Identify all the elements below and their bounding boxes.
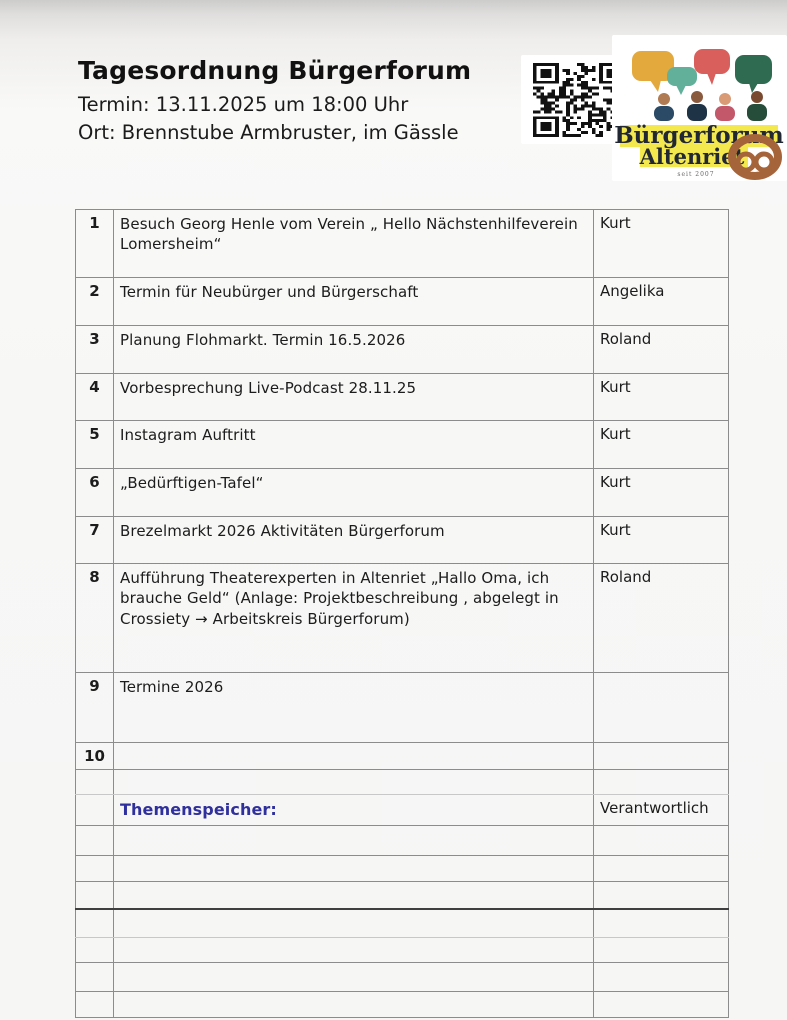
empty-cell — [76, 962, 114, 991]
people-icon — [654, 91, 767, 121]
buergerforum-logo — [612, 35, 787, 181]
item-responsible: Angelika — [594, 278, 729, 326]
table-row — [76, 210, 729, 278]
item-responsible: Kurt — [594, 517, 729, 564]
empty-cell — [114, 825, 594, 855]
empty-cell — [114, 770, 594, 795]
item-number: 8 — [76, 564, 114, 673]
item-topic: Termin für Neubürger und Bürgerschaft — [114, 278, 594, 326]
empty-cell — [114, 909, 594, 937]
empty-cell — [114, 881, 594, 909]
empty-row — [76, 825, 729, 855]
table-row — [76, 374, 729, 421]
item-number: 3 — [76, 326, 114, 374]
empty-cell — [594, 937, 729, 962]
item-number: 5 — [76, 421, 114, 469]
empty-cell — [594, 991, 729, 1017]
table-row — [76, 743, 729, 770]
empty-cell — [594, 855, 729, 881]
responsible-header: Verantwortlich — [594, 795, 729, 826]
empty-cell — [114, 991, 594, 1017]
logo-name-line2: Altenriet — [639, 144, 745, 169]
empty-row — [76, 770, 729, 795]
empty-cell — [594, 909, 729, 937]
item-topic: „Bedürftigen-Tafel“ — [114, 469, 594, 517]
table-row — [76, 421, 729, 469]
item-topic: Brezelmarkt 2026 Aktivitäten Bürgerforum — [114, 517, 594, 564]
item-number: 2 — [76, 278, 114, 326]
table-row — [76, 517, 729, 564]
table-row — [76, 278, 729, 326]
empty-row — [76, 909, 729, 937]
empty-cell — [76, 991, 114, 1017]
empty-cell — [76, 937, 114, 962]
item-responsible: Kurt — [594, 421, 729, 469]
themenspeicher-label: Themenspeicher: — [114, 795, 594, 826]
table-row — [76, 564, 729, 673]
empty-cell — [76, 770, 114, 795]
location-line: Ort: Brennstube Armbruster, im Gässle — [78, 120, 459, 144]
item-responsible: Kurt — [594, 210, 729, 278]
empty-cell — [76, 909, 114, 937]
speech-bubbles-icon — [632, 49, 772, 95]
empty-row — [76, 991, 729, 1017]
empty-cell — [114, 855, 594, 881]
date-line: Termin: 13.11.2025 um 18:00 Uhr — [78, 93, 409, 116]
item-responsible: Kurt — [594, 374, 729, 421]
logo-since: seit 2007 — [677, 171, 715, 178]
page-title: Tagesordnung Bürgerforum — [78, 56, 472, 85]
empty-cell — [594, 825, 729, 855]
item-number: 6 — [76, 469, 114, 517]
table-row — [76, 469, 729, 517]
empty-row — [76, 855, 729, 881]
logo-graphic — [612, 35, 787, 181]
empty-cell — [76, 825, 114, 855]
empty-cell — [114, 962, 594, 991]
item-responsible — [594, 743, 729, 770]
item-topic — [114, 743, 594, 770]
empty-row — [76, 962, 729, 991]
item-number: 10 — [76, 743, 114, 770]
empty-cell — [114, 937, 594, 962]
item-number: 1 — [76, 210, 114, 278]
item-topic: Besuch Georg Henle vom Verein „ Hello Nächstenhilfeverein Lomersheim“ — [114, 210, 594, 278]
item-topic: Instagram Auftritt — [114, 421, 594, 469]
themenspeicher-row — [76, 795, 729, 826]
item-number: 4 — [76, 374, 114, 421]
document-header — [78, 56, 471, 146]
empty-row — [76, 937, 729, 962]
item-topic: Termine 2026 — [114, 673, 594, 743]
item-responsible: Roland — [594, 564, 729, 673]
item-topic: Planung Flohmarkt. Termin 16.5.2026 — [114, 326, 594, 374]
item-number: 7 — [76, 517, 114, 564]
empty-cell — [76, 855, 114, 881]
item-responsible: Kurt — [594, 469, 729, 517]
item-responsible: Roland — [594, 326, 729, 374]
table-row — [76, 326, 729, 374]
empty-cell — [76, 795, 114, 826]
table-row — [76, 673, 729, 743]
empty-cell — [76, 881, 114, 909]
agenda-table — [75, 209, 729, 1018]
logo-name-line1: Bürgerforum — [614, 122, 784, 149]
empty-row — [76, 881, 729, 909]
item-topic: Aufführung Theaterexperten in Altenriet „Hallo Oma, ich brauche Geld“ (Anlage: Projektbeschreibung , abgelegt in Crossiety → Arbeitskreis Bürgerforum) — [114, 564, 594, 673]
item-number: 9 — [76, 673, 114, 743]
item-responsible — [594, 673, 729, 743]
item-topic: Vorbesprechung Live-Podcast 28.11.25 — [114, 374, 594, 421]
empty-cell — [594, 881, 729, 909]
empty-cell — [594, 770, 729, 795]
empty-cell — [594, 962, 729, 991]
